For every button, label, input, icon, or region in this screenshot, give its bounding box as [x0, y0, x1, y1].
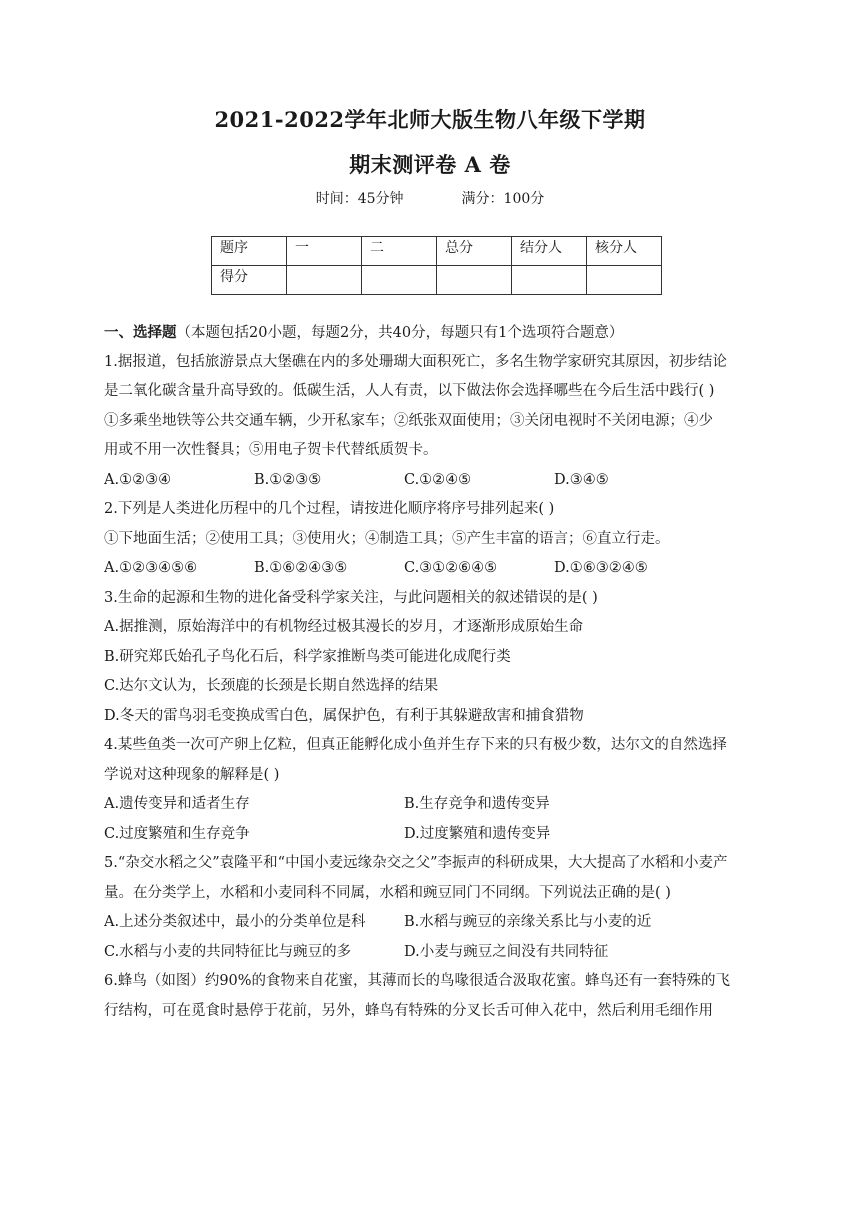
- options-row: [104, 938, 764, 968]
- option: C.①②④⑤: [404, 471, 472, 488]
- question-text: 是二氧化碳含量升高导致的。低碳生活，人人有责，以下做法你会选择哪些在今后生活中践行( ): [104, 383, 715, 399]
- exam-time: 时间：45分钟: [315, 191, 404, 207]
- option: D.小麦与豌豆之间没有共同特征: [404, 943, 609, 960]
- section-title: 一、选择题: [104, 324, 177, 341]
- option: D.①⑥③②④⑤: [554, 560, 648, 576]
- option: B.①②③⑤: [254, 471, 322, 488]
- question-text: 量。在分类学上，水稻和小麦同科不同属，水稻和豌豆同门不同纲。下列说法正确的是( ): [104, 884, 671, 901]
- question-text: 用或不用一次性餐具；⑤用电子贺卡代替纸质贺卡。: [104, 442, 438, 458]
- question-text: 4.某些鱼类一次可产卵上亿粒，但真正能孵化成小鱼并生存下来的只有极少数，达尔文的自然选择: [104, 737, 727, 753]
- score-table: [211, 236, 662, 295]
- question-text: 2.下列是人类进化历程中的几个过程，请按进化顺序将序号排列起来( ): [104, 501, 555, 517]
- option: D.过度繁殖和遗传变异: [404, 825, 551, 842]
- option: C.过度繁殖和生存竞争: [104, 825, 250, 842]
- score-cell: 核分人: [587, 237, 662, 266]
- score-cell: 题序: [212, 237, 287, 266]
- options-row: [104, 820, 764, 850]
- option: A.上述分类叙述中，最小的分类单位是科: [104, 914, 366, 930]
- score-cell: [287, 266, 362, 295]
- score-cell: 二: [362, 237, 437, 266]
- options-row: [104, 908, 764, 938]
- exam-meta: [0, 188, 860, 208]
- score-table-score-row: [212, 266, 662, 295]
- exam-full-score: 满分：100分: [461, 191, 545, 207]
- score-cell: 得分: [212, 266, 287, 295]
- option: C.水稻与小麦的共同特征比与豌豆的多: [104, 943, 352, 960]
- option: A.①②③④: [104, 471, 172, 488]
- option: A.遗传变异和适者生存: [104, 796, 250, 812]
- option: C.③①②⑥④⑤: [404, 560, 498, 576]
- score-cell: [512, 266, 587, 295]
- options-row: [104, 466, 764, 496]
- option: B.生存竞争和遗传变异: [404, 796, 550, 812]
- score-cell: [587, 266, 662, 295]
- question-text: 5.“杂交水稻之父”袁隆平和“中国小麦远缘杂交之父”李振声的科研成果，大大提高了水稻和小麦产: [104, 855, 728, 871]
- question-text: 6.蜂鸟（如图）约90%的食物来自花蜜，其薄而长的鸟喙很适合汲取花蜜。蜂鸟还有一套特殊的飞: [104, 973, 731, 989]
- section-heading: [104, 318, 764, 348]
- questions-body: [104, 318, 764, 1026]
- option: B.①⑥②④③⑤: [254, 560, 348, 576]
- score-cell: [362, 266, 437, 295]
- exam-title: 2021-2022学年北师大版生物八年级下学期: [214, 107, 646, 132]
- question-text: 1.据报道，包括旅游景点大堡礁在内的多处珊瑚大面积死亡，多名生物学家研究其原因，初步结论: [104, 353, 727, 370]
- section-note: （本题包括20小题，每题2分，共40分，每题只有1个选项符合题意）: [176, 325, 624, 341]
- question-text: ①下地面生活；②使用工具；③使用火；④制造工具；⑤产生丰富的语言；⑥直立行走。: [104, 530, 670, 547]
- exam-subtitle: 期末测评卷 A 卷: [349, 152, 511, 177]
- score-cell: 一: [287, 237, 362, 266]
- option: A.①②③④⑤⑥: [104, 560, 198, 576]
- option: D.冬天的雷鸟羽毛变换成雪白色，属保护色，有利于其躲避敌害和捕食猎物: [104, 707, 584, 724]
- options-row: [104, 554, 764, 584]
- question-text: 行结构，可在觅食时悬停于花前，另外，蜂鸟有特殊的分叉长舌可伸入花中，然后利用毛细作用: [104, 1002, 713, 1019]
- question-text: 3.生命的起源和生物的进化备受科学家关注，与此问题相关的叙述错误的是( ): [104, 589, 598, 606]
- option: B.研究郑氏始孔子鸟化石后，科学家推断鸟类可能进化成爬行类: [104, 648, 511, 665]
- option: D.③④⑤: [554, 471, 609, 488]
- score-cell: [437, 266, 512, 295]
- options-row: [104, 790, 764, 820]
- option: A.据推测，原始海洋中的有机物经过极其漫长的岁月，才逐渐形成原始生命: [104, 619, 584, 635]
- score-cell: 结分人: [512, 237, 587, 266]
- question-text: 学说对这种现象的解释是( ): [104, 766, 280, 783]
- question-text: ①多乘坐地铁等公共交通车辆，少开私家车；②纸张双面使用；③关闭电视时不关闭电源；④少: [104, 412, 713, 429]
- option: B.水稻与豌豆的亲缘关系比与小麦的近: [404, 914, 652, 930]
- score-cell: 总分: [437, 237, 512, 266]
- score-table-header-row: [212, 237, 662, 266]
- option: C.达尔文认为，长颈鹿的长颈是长期自然选择的结果: [104, 678, 439, 694]
